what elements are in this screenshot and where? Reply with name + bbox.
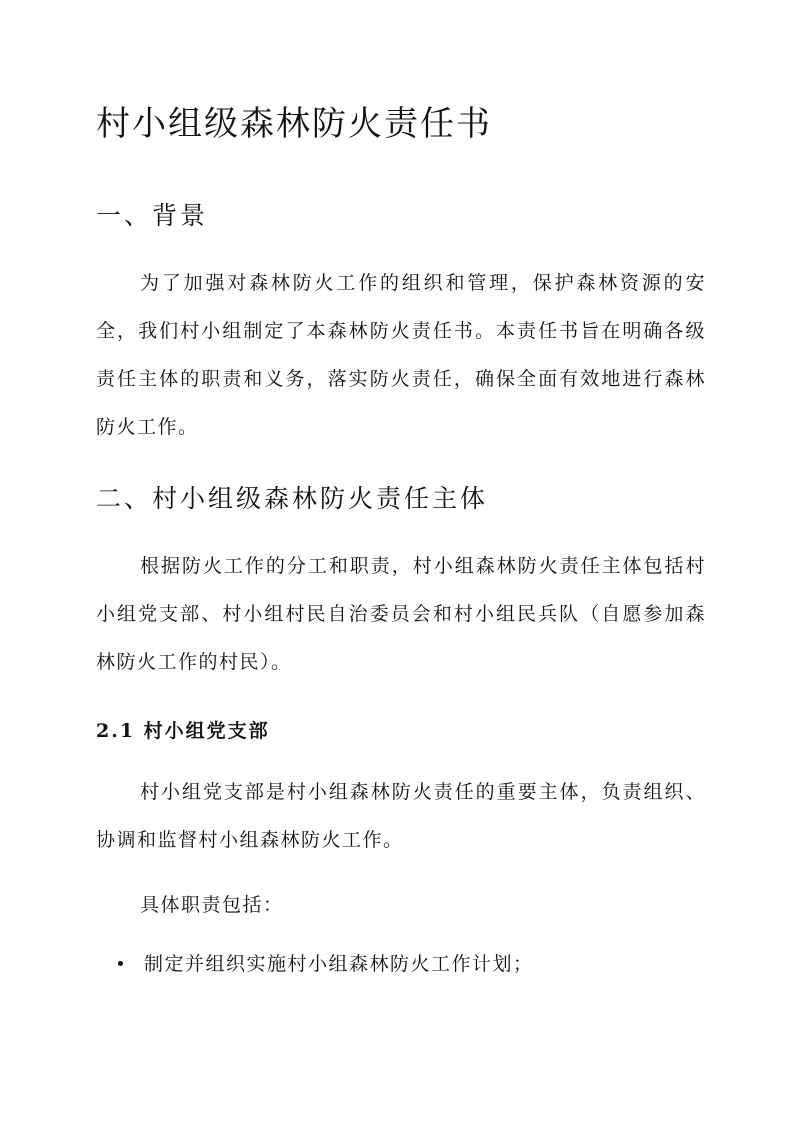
duties-bullet-list [118, 950, 534, 978]
duties-intro-paragraph: 具体职责包括： [140, 894, 284, 916]
subsection-heading-party-branch: 2.1 村小组党支部 [96, 720, 270, 742]
section-heading-responsible-entities: 二、村小组级森林防火责任主体 [96, 484, 489, 513]
section-heading-background: 一、背景 [96, 201, 209, 230]
list-item [118, 950, 534, 978]
responsible-entities-paragraph: 根据防火工作的分工和职责，村小组森林防火责任主体包括村小组党支部、村小组村民自治委员会和村小组民兵队（自愿参加森林防火工作的村民）。 [96, 555, 706, 673]
list-item-text: 制定并组织实施村小组森林防火工作计划； [144, 953, 534, 975]
background-paragraph: 为了加强对森林防火工作的组织和管理，保护森林资源的安全，我们村小组制定了本森林防火责任书。本责任书旨在明确各级责任主体的职责和义务，落实防火责任，确保全面有效地进行森林防火工作。 [96, 272, 706, 438]
document-title: 村小组级森林防火责任书 [96, 104, 492, 144]
party-branch-paragraph: 村小组党支部是村小组森林防火责任的重要主体，负责组织、协调和监督村小组森林防火工作。 [96, 781, 706, 851]
bullet-dot-icon [118, 961, 123, 966]
